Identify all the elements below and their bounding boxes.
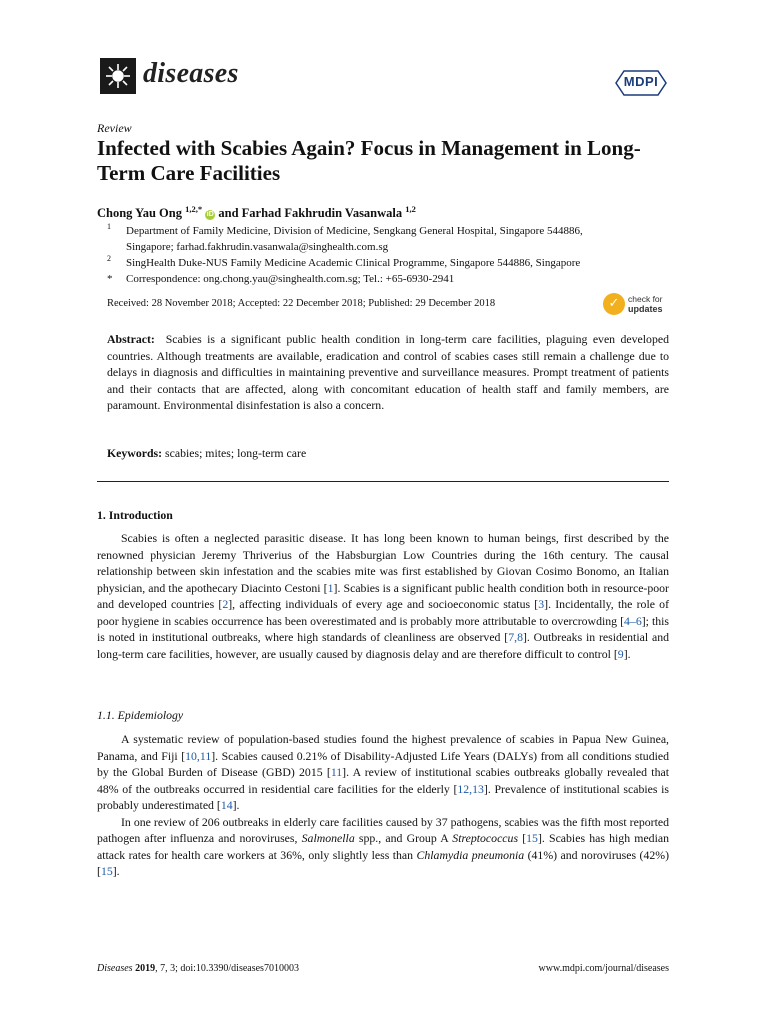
paragraph: In one review of 206 outbreaks in elderly care facilities caused by 37 pathogens, scabies was the fifth most reported pathogen after influenza and noroviruses, Salmonella spp., and Group A Streptococcus [15]. Scabies has high median attack rates for health care workers at 36%, only slightly less than Chlamydia pneumonia (41%) and noroviruses (42%) [15]. — [97, 814, 669, 878]
correspondence — [107, 272, 667, 287]
affiliation-1 — [107, 224, 667, 254]
affiliation-text: Department of Family Medicine, Division of Medicine, Sengkang General Hospital, Singapore 544886, — [126, 225, 583, 237]
article-title: Infected with Scabies Again? Focus in Management in Long-Term Care Facilities — [97, 136, 641, 185]
keywords — [107, 446, 306, 461]
publication-dates: Received: 28 November 2018; Accepted: 22 December 2018; Published: 29 December 2018 — [107, 298, 496, 309]
publisher-name: MDPI — [623, 74, 659, 89]
affiliation-number: 1 — [107, 222, 111, 231]
author-name[interactable]: Farhad Fakhrudin Vasanwala — [241, 206, 403, 221]
epidemiology-body — [97, 731, 669, 880]
paragraph: A systematic review of population-based studies found the highest prevalence of scabies in Papua New Guinea, Panama, and Fiji [10,11]. Scabies caused 0.21% of Disability-Adjusted Life Years (DALYs) from all conditions studied by the Global Burden of Disease (GBD) 2015 [11]. A review of institutional scabies outbreaks globally revealed that 48% of the outbreaks occurred in residential care facilities for the elderly [12,13]. Prevalence of institutional scabies is probably underestimated [14]. — [97, 732, 669, 812]
citation-link[interactable]: 1 — [327, 580, 334, 595]
section-heading: 1. Introduction — [97, 508, 173, 522]
keywords-text: scabies; mites; long-term care — [165, 446, 307, 460]
keywords-label: Keywords: — [107, 446, 163, 460]
check-for-updates-button[interactable] — [603, 293, 673, 317]
author-name[interactable]: Chong Yau Ong — [97, 206, 182, 221]
citation-link[interactable]: 11 — [330, 765, 343, 779]
author-conjunction: and — [218, 206, 239, 221]
article-type: Review — [97, 121, 132, 135]
affiliation-number: 2 — [107, 254, 111, 263]
citation-link[interactable]: 7,8 — [508, 630, 523, 644]
publisher-logo[interactable] — [614, 68, 668, 98]
abstract — [107, 331, 669, 414]
journal-name: diseases — [143, 58, 239, 89]
section-divider — [97, 481, 669, 482]
citation-link[interactable]: 12,13 — [457, 781, 484, 796]
abstract-label: Abstract: — [107, 332, 155, 346]
subsection-heading: 1.1. Epidemiology — [97, 708, 184, 722]
introduction-body — [97, 530, 669, 662]
checkmark-icon: ✓ — [603, 293, 625, 315]
author-affiliation-marks: 1,2 — [405, 204, 416, 214]
affiliation-text: SingHealth Duke-NUS Family Medicine Academic Clinical Programme, Singapore 544886, Singapore — [126, 257, 581, 269]
footer-journal: Diseases — [97, 963, 133, 974]
correspondence-text[interactable]: Correspondence: ong.chong.yau@singhealth.com.sg; Tel.: +65-6930-2941 — [126, 273, 455, 285]
author-line — [97, 204, 416, 221]
orcid-icon[interactable]: iD — [206, 211, 214, 219]
citation-link[interactable]: 15 — [526, 831, 538, 845]
affiliation-email[interactable]: Singapore; farhad.fakhrudin.vasanwala@singhealth.com.sg — [126, 241, 389, 253]
citation-link[interactable]: 15 — [100, 864, 113, 878]
check-updates-line1: check for — [628, 294, 663, 304]
footer-journal-url[interactable]: www.mdpi.com/journal/diseases — [538, 963, 669, 974]
footer-year: 2019 — [135, 963, 156, 974]
citation-link[interactable]: 4–6 — [624, 613, 642, 628]
paragraph: Scabies is often a neglected parasitic disease. It has long been known to human beings, first described by the renowned physician Jeremy Thriverius of the Habsburgian Low Countries during the 16th century. The causal relationship between skin infestation and the scabies mite was first established by Giovan Cosimo Bonomo, an Italian physician, and the apothecary Diacinto Cestoni [1]. Scabies is a significant public health condition both in resource-poor and developed countries [2], affecting individuals of every age and socioeconomic status [3]. Incidentally, the role of poor hygiene in scabies occurrence has been overestimated and is probably more attributable to overcrowding [4–6]; this is noted in institutional outbreaks, where high standards of cleanliness are observed [7,8]. Outbreaks in residential and long-term care facilities, however, are usually caused by diagnosis delay and are therefore difficult to control [9]. — [97, 531, 670, 661]
citation-link[interactable]: 14 — [220, 798, 233, 812]
correspondence-mark: * — [107, 273, 113, 285]
citation-link[interactable]: 2 — [222, 597, 229, 611]
footer-citation — [97, 963, 299, 974]
affiliation-2 — [107, 256, 667, 271]
check-updates-line2: updates — [628, 304, 663, 314]
journal-logo-icon — [100, 58, 136, 94]
citation-link[interactable]: 10,11 — [185, 748, 212, 763]
footer-doi[interactable]: , 7, 3; doi:10.3390/diseases7010003 — [155, 963, 299, 974]
citation-link[interactable]: 3 — [538, 597, 545, 611]
citation-link[interactable]: 9 — [617, 646, 624, 661]
author-affiliation-marks: 1,2,* — [185, 204, 203, 214]
abstract-text: Scabies is a significant public health condition in long-term care facilities, plaguing even developed countries. Although treatments are available, eradication and control of scabies cases still remain a challenge due to delays in diagnosis and difficulties in maintaining preventive and surveillance measures. Prompt treatment of patients and their contacts that are affected, along with concomitant education of health staff and family members, are paramount. Environmental disinfestation is also a concern. — [107, 332, 669, 412]
